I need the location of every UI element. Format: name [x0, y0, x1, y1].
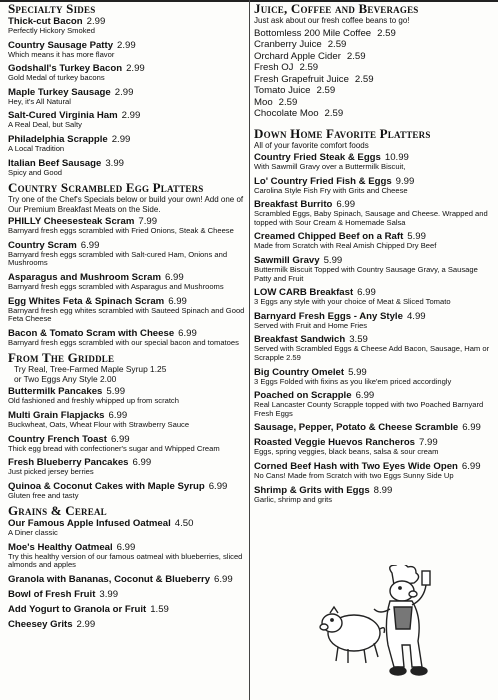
menu-item-sawmill-gravy — [254, 255, 492, 283]
item-price: 5.99 — [323, 254, 343, 266]
menu-item-godshall-s-turkey-bacon — [8, 63, 246, 83]
item-name: Our Famous Apple Infused Oatmeal — [8, 518, 171, 530]
item-price: 6.99 — [355, 390, 375, 402]
menu-item-our-famous-apple-infused-oatmeal — [8, 518, 246, 538]
juice-list — [254, 28, 492, 120]
griddle-list — [8, 386, 246, 500]
item-price: 2.59 — [324, 108, 344, 119]
item-name: Poached on Scrapple — [254, 390, 352, 402]
section-title-scrambled: Country Scrambled Egg Platters — [8, 180, 204, 196]
menu-item-poached-on-scrapple — [254, 390, 492, 418]
grains-list — [8, 518, 246, 630]
item-price: 5.99 — [407, 231, 426, 243]
item-description: Gluten free and tasty — [8, 490, 79, 500]
item-price: 9.99 — [395, 175, 415, 187]
item-price: 5.99 — [348, 366, 367, 378]
item-name: Country Fried Steak & Eggs — [254, 152, 381, 163]
item-description: Barnyard fresh eggs scrambled with Asparagus and Mushrooms — [8, 281, 224, 291]
menu-item-quinoa-coconut-cakes-with-maple-syrup — [8, 481, 246, 501]
menu-item-roasted-veggie-huevos-rancheros — [254, 437, 492, 457]
menu-item-tomato-juice — [254, 85, 492, 97]
menu-item-country-scram — [8, 240, 246, 268]
menu-item-bacon-tomato-scram-with-cheese — [8, 328, 246, 348]
section-subtitle-platters: All of your favorite comfort foods — [254, 140, 369, 150]
section-subtitle-juice: Just ask about our fresh coffee beans to go! — [254, 16, 410, 25]
scrambled-list — [8, 216, 246, 347]
item-price: 2.99 — [86, 16, 106, 27]
menu-item-lo-country-fried-fish-eggs — [254, 176, 492, 196]
menu-item-fresh-oj — [254, 62, 492, 74]
pig-chef-illustration — [318, 565, 438, 693]
menu-item-salt-cured-virginia-ham — [8, 110, 246, 130]
item-description: 3 Eggs any style with your choice of Meat & Sliced Tomato — [254, 297, 451, 307]
item-name: Lo' Country Fried Fish & Eggs — [254, 175, 392, 187]
item-price: 6.99 — [132, 457, 152, 469]
menu-item-fresh-grapefruit-juice — [254, 74, 492, 86]
item-description: Served with Scrambled Eggs & Cheese Add Bacon, Sausage, Ham or Scrapple 2.59 — [254, 344, 490, 362]
menu-item-egg-whites-feta-spinach-scram — [8, 296, 246, 324]
menu-item-country-french-toast — [8, 434, 246, 454]
item-name: Cranberry Juice — [254, 39, 322, 50]
item-price: 7.99 — [419, 437, 438, 449]
item-name: Bowl of Fresh Fruit — [8, 589, 96, 601]
item-name: Country French Toast — [8, 433, 107, 445]
item-price: 2.99 — [114, 86, 134, 98]
item-description: Eggs, spring veggies, black beans, salsa & sour cream — [254, 447, 439, 457]
item-price: 2.99 — [117, 39, 136, 51]
item-description: Made from Scratch with Real Amish Chipped Dry Beef — [254, 241, 437, 251]
item-name: Italian Beef Sausage — [8, 157, 102, 169]
item-name: Breakfast Burrito — [254, 199, 333, 211]
item-name: Asparagus and Mushroom Scram — [8, 271, 162, 283]
item-name: Country Sausage Patty — [8, 39, 114, 51]
item-price: 2.59 — [354, 73, 374, 85]
item-price: 6.99 — [178, 327, 197, 339]
section-title-specialty-sides: Specialty Sides — [8, 1, 96, 16]
item-name: Sausage, Pepper, Potato & Cheese Scramble — [254, 422, 459, 434]
item-name: Corned Beef Hash with Two Eyes Wide Open — [254, 460, 458, 472]
item-price: 2.99 — [126, 63, 145, 75]
menu-item-moe-s-healthy-oatmeal — [8, 542, 246, 570]
item-description: Scrambled Eggs, Baby Spinach, Sausage and Cheese. Wrapped and topped with Sour Cream & Homemade Salsa — [254, 209, 488, 227]
item-name: Quinoa & Coconut Cakes with Maple Syrup — [8, 480, 205, 492]
item-description: Barnyard fresh egg whites scrambled with Sauteed Spinach and Good Feta Cheese — [8, 305, 245, 324]
left-column — [8, 0, 246, 634]
item-description: No Cans! Made from Scratch with two Eggs Sunny Side Up — [254, 470, 454, 480]
menu-item-sausage-pepper-potato-cheese-scramble — [254, 422, 492, 433]
menu-item-shrimp-grits-with-eggs — [254, 485, 492, 505]
section-title-platters: Down Home Favorite Platters — [254, 125, 431, 141]
item-description: Served with Fruit and Home Fries — [254, 320, 368, 330]
item-description: A Real Deal, but Salty — [8, 120, 82, 130]
menu-item-moo — [254, 97, 492, 109]
menu-item-bowl-of-fresh-fruit — [8, 589, 246, 600]
item-name: Chocolate Moo — [254, 108, 319, 119]
item-price: 6.99 — [357, 287, 376, 299]
item-description: Barnyard fresh eggs scrambled with Fried Onions, Steak & Cheese — [8, 226, 234, 236]
item-name: Sawmill Gravy — [254, 254, 320, 266]
menu-item-breakfast-burrito — [254, 199, 492, 227]
menu-item-italian-beef-sausage — [8, 158, 246, 178]
item-price: 2.99 — [121, 110, 141, 122]
right-column — [254, 0, 492, 508]
item-price: 6.99 — [116, 541, 136, 553]
menu-item-creamed-chipped-beef-on-a-raft — [254, 231, 492, 251]
menu-item-philadelphia-scrapple — [8, 134, 246, 154]
item-name: Buttermilk Pancakes — [8, 386, 103, 398]
menu-item-philly-cheesesteak-scram — [8, 216, 246, 236]
item-name: Salt-Cured Virginia Ham — [8, 110, 118, 122]
menu-item-multi-grain-flapjacks — [8, 410, 246, 430]
menu-item-country-fried-steak-eggs — [254, 152, 492, 172]
item-description: Perfectly Hickory Smoked — [8, 26, 95, 35]
menu-item-big-country-omelet — [254, 367, 492, 387]
menu-item-chocolate-moo — [254, 108, 492, 120]
item-name: Fresh Blueberry Pancakes — [8, 457, 129, 469]
item-name: Moe's Healthy Oatmeal — [8, 541, 113, 553]
menu-item-country-sausage-patty — [8, 40, 246, 60]
item-price: 6.99 — [461, 460, 481, 472]
menu-item-fresh-blueberry-pancakes — [8, 457, 246, 477]
item-price: 2.59 — [299, 62, 319, 73]
item-description: Real Lancaster County Scrapple topped with two Poached Barnyard Fresh Eggs — [254, 400, 484, 418]
item-price: 4.50 — [174, 518, 194, 530]
item-price: 7.99 — [138, 216, 158, 228]
item-price: 2.59 — [377, 27, 396, 39]
item-name: Orchard Apple Cider — [254, 50, 341, 62]
menu-item-barnyard-fresh-eggs-any-style — [254, 311, 492, 331]
menu-item-corned-beef-hash-with-two-eyes-wide-open — [254, 461, 492, 481]
item-price: 2.99 — [76, 619, 96, 631]
item-description: Try this healthy version of our famous oatmeal with blueberries, sliced almonds and apples — [8, 551, 243, 570]
menu-item-orchard-apple-cider — [254, 51, 492, 63]
section-title-grains: Grains & Cereal — [8, 503, 107, 519]
item-description: A Diner classic — [8, 528, 58, 538]
item-name: Add Yogurt to Granola or Fruit — [8, 604, 147, 616]
item-price: 4.99 — [406, 310, 426, 322]
item-description: Hey, it's All Natural — [8, 96, 71, 106]
item-name: PHILLY Cheesesteak Scram — [8, 216, 135, 228]
item-price: 2.59 — [278, 96, 298, 108]
item-price: 6.99 — [168, 295, 187, 307]
menu-item-granola-with-bananas-coconut-blueberry — [8, 574, 246, 585]
item-price: 3.99 — [99, 589, 119, 601]
item-name: Big Country Omelet — [254, 366, 345, 378]
item-name: Egg Whites Feta & Spinach Scram — [8, 295, 165, 307]
item-name: Thick-cut Bacon — [8, 16, 83, 27]
item-description: With Sawmill Gravy over a Buttermilk Biscuit, — [254, 162, 406, 171]
section-title-griddle: From The Griddle — [8, 350, 115, 366]
item-description: Which means it has more flavor — [8, 49, 115, 59]
item-price: 6.99 — [80, 239, 100, 251]
item-name: Granola with Bananas, Coconut & Blueberry — [8, 574, 211, 586]
item-name: Cheesey Grits — [8, 619, 73, 631]
item-description: A Local Tradition — [8, 143, 65, 153]
item-price: 6.99 — [336, 199, 356, 211]
item-description: Thick egg bread with confectioner's sugar and Whipped Cream — [8, 443, 220, 453]
menu-item-low-carb-breakfast — [254, 287, 492, 307]
item-price: 6.99 — [208, 480, 228, 492]
item-price: 6.99 — [165, 271, 184, 283]
item-price: 2.59 — [316, 85, 336, 96]
menu-item-add-yogurt-to-granola-or-fruit — [8, 604, 246, 615]
item-price: 8.99 — [373, 484, 393, 496]
item-price: 6.99 — [462, 422, 481, 434]
item-description: Spicy and Good — [8, 167, 63, 177]
griddle-subtitle-line: or Two Eggs Any Style 2.00 — [14, 373, 117, 384]
item-name: Moo — [254, 96, 273, 108]
item-name: Fresh OJ — [254, 62, 294, 73]
item-name: Country Scram — [8, 239, 77, 251]
item-name: Fresh Grapefruit Juice — [254, 73, 349, 85]
specialty-sides-list — [8, 16, 246, 177]
section-subtitle-scrambled: Try one of the Chef's Specials below or build your own! Add one of Our Premium Breakfast Meats on the Side. — [8, 195, 244, 214]
item-price: 2.59 — [346, 50, 366, 62]
item-price: 3.99 — [105, 157, 124, 169]
item-price: 5.99 — [106, 386, 126, 398]
griddle-subtitle-line: Try Real, Tree-Farmed Maple Syrup 1.25 — [14, 364, 167, 375]
menu-item-thick-cut-bacon — [8, 16, 246, 36]
item-name: Maple Turkey Sausage — [8, 86, 111, 98]
item-price: 2.99 — [111, 133, 131, 145]
item-description: Barnyard fresh eggs scrambled with our special bacon and tomatoes — [8, 337, 239, 347]
menu-item-maple-turkey-sausage — [8, 87, 246, 107]
item-price: 2.59 — [327, 39, 347, 50]
item-description: 3 Eggs Folded with fixins as you like'em priced accordingly — [254, 376, 452, 386]
section-title-juice: Juice, Coffee and Beverages — [254, 1, 419, 16]
menu-item-cranberry-juice — [254, 39, 492, 51]
item-description: Barnyard fresh eggs scrambled with Salt-cured Ham, Onions and Mushrooms — [8, 249, 228, 268]
item-price: 10.99 — [384, 152, 409, 163]
item-price: 6.99 — [108, 409, 128, 421]
item-name: Tomato Juice — [254, 85, 311, 96]
item-name: Godshall's Turkey Bacon — [8, 63, 123, 75]
item-name: LOW CARB Breakfast — [254, 287, 354, 299]
platters-list — [254, 152, 492, 504]
item-name: Breakfast Sandwich — [254, 334, 346, 346]
item-description: Buckwheat, Oats, Wheat Flour with Strawberry Sauce — [8, 419, 190, 429]
item-description: Buttermilk Biscuit Topped with Country Sausage Gravy, a Sausage Patty and Fruit — [254, 264, 478, 283]
menu-item-cheesey-grits — [8, 619, 246, 630]
item-description: Just picked jersey berries — [8, 467, 94, 477]
item-price: 3.59 — [349, 334, 368, 346]
menu-item-asparagus-and-mushroom-scram — [8, 272, 246, 292]
item-name: Philadelphia Scrapple — [8, 133, 108, 145]
menu-item-bottomless-200-mile-coffee — [254, 28, 492, 40]
item-name: Multi Grain Flapjacks — [8, 409, 105, 421]
item-price: 6.99 — [110, 433, 130, 445]
item-name: Shrimp & Grits with Eggs — [254, 484, 370, 496]
item-name: Bacon & Tomato Scram with Cheese — [8, 327, 175, 339]
section-subtitle-griddle — [8, 365, 246, 384]
item-description: Garlic, shrimp and grits — [254, 494, 333, 504]
item-name: Roasted Veggie Huevos Rancheros — [254, 437, 416, 449]
item-description: Old fashioned and freshly whipped up from scratch — [8, 396, 179, 406]
item-price: 1.59 — [150, 604, 169, 616]
menu-item-buttermilk-pancakes — [8, 386, 246, 406]
column-divider — [249, 0, 250, 700]
item-name: Barnyard Fresh Eggs - Any Style — [254, 310, 403, 322]
item-name: Bottomless 200 Mile Coffee — [254, 27, 372, 39]
item-description: Carolina Style Fish Fry with Grits and Cheese — [254, 185, 408, 195]
item-description: Gold Medal of turkey bacons — [8, 73, 105, 83]
menu-item-breakfast-sandwich — [254, 334, 492, 362]
item-name: Creamed Chipped Beef on a Raft — [254, 231, 404, 243]
item-price: 6.99 — [214, 574, 233, 586]
